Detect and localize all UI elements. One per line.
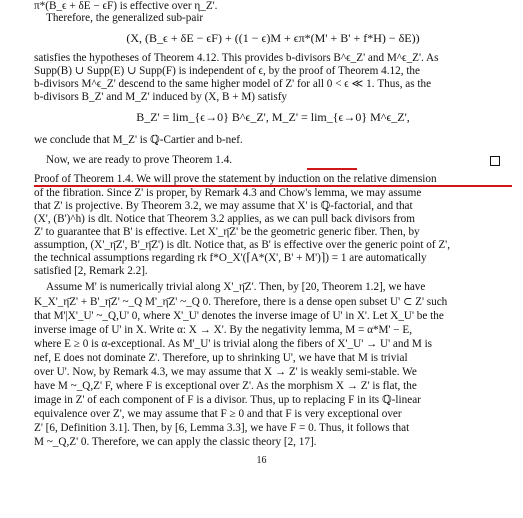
display-equation: B_Z' = lim_{ϵ→0} B^ϵ_Z', M_Z' = lim_{ϵ→0} M^ϵ_Z',: [136, 111, 410, 123]
text-line: we conclude that M_Z' is ℚ-Cartier and b-nef.: [34, 134, 243, 146]
proof-start-line: Proof of Theorem 1.4. We will prove the statement by induction on the relative dimension: [34, 173, 437, 185]
text-line: nef, E does not dominate Z'. Therefore, up to shrinking U', we have that M is trivial: [34, 352, 408, 364]
text-line: Assume M' is numerically trivial along X'_η̄Z'. Then, by [20, Theorem 1.2], we have: [46, 281, 426, 293]
text-line: satisfied [2, Remark 2.2].: [34, 265, 148, 277]
text-line: Supp(B) ∪ Supp(E) ∪ Supp(F) is independent of ϵ, by the proof of Theorem 4.12, the: [34, 65, 420, 77]
text-line: that Z' is projective. By Theorem 3.2, we may assume that X' is ℚ-factorial, and that: [34, 200, 413, 212]
text-line: b-divisors M^ϵ_Z' descend to the same higher model of Z' for all 0 < ϵ ≪ 1. Thus, as the: [34, 78, 432, 90]
text-line: have M ~_Q,Z' F, where F is exceptional over Z'. As the morphism X → Z' is flat, the: [34, 380, 417, 392]
text-line: (X', (B')^h) is dlt. Notice that Theorem 3.2 applies, as we can pull back divisors from: [34, 213, 415, 225]
text-line: M ~_Q,Z' 0. Therefore, we can apply the classic theory [2, 17].: [34, 436, 317, 448]
text-line: Z' [6, Definition 3.1]. Then, by [6, Lemma 3.3], we have F = 0. Thus, it follows that: [34, 422, 410, 434]
text-line: Z' to guarantee that B' is effective. Let X'_η̄Z' be the geometric generic fiber. Then, by: [34, 226, 420, 238]
text-line: that M'|X'_U' ~_Q,U' 0, where X'_U' denotes the inverse image of U' in X'. Let X_U' be the: [34, 310, 444, 322]
qed-box-icon: [490, 156, 500, 166]
text-line: the technical assumptions regarding rk f*O_X'(⌈A*(X', B' + M')⌉) = 1 are automatically: [34, 252, 427, 264]
page-number: 16: [256, 455, 267, 466]
text-line: Therefore, the generalized sub-pair: [46, 12, 204, 24]
display-equation: (X, (B_ϵ + δE − ϵF) + ((1 − ϵ)M + ϵπ*(M' + B' + f*H) − δE)): [126, 32, 420, 44]
sentence: Now, we are ready to prove Theorem 1.4.: [46, 154, 233, 166]
text-line: satisfies the hypotheses of Theorem 4.12. This provides b-divisors B^ϵ_Z' and M^ϵ_Z'. As: [34, 52, 439, 64]
text-line: inverse image of U' in X. Write α: X → X'. By the negativity lemma, M = α*M' − E,: [34, 324, 413, 336]
text-line: assumption, (X'_η̄Z', B'_η̄Z') is dlt. Notice that, as B' is effective over the generic point of Z',: [34, 239, 450, 251]
text-line: equivalence over Z', we may assume that F ≥ 0 and that F is very exceptional over: [34, 408, 402, 420]
text-line: image in Z' of each component of F is a divisor. Thus, up to replacing F in its ℚ-linear: [34, 394, 421, 406]
text-line: of the fibration. Since Z' is proper, by Remark 4.3 and Chow's lemma, we may assume: [34, 187, 422, 199]
text-line: π*(B_ϵ + δE − ϵF) is effective over η_Z'.: [34, 0, 218, 12]
text-line: where E ≥ 0 is α-exceptional. As M'_U' is trivial along the fibers of X'_U' → U' and M is: [34, 338, 433, 350]
text-line: K_X'_η̄Z' + B'_η̄Z' ~_Q M'_η̄Z' ~_Q 0. Therefore, there is a dense open subset U' ⊂ Z' such: [34, 296, 448, 308]
text-line: b-divisors B_Z' and M_Z' induced by (X, B + M) satisfy: [34, 91, 288, 103]
text-line: over U'. Now, by Remark 4.3, we may assume that X → Z' is weakly semi-stable. We: [34, 366, 417, 378]
text-line: [46, 154, 512, 166]
red-annotation-mark: [307, 168, 357, 170]
